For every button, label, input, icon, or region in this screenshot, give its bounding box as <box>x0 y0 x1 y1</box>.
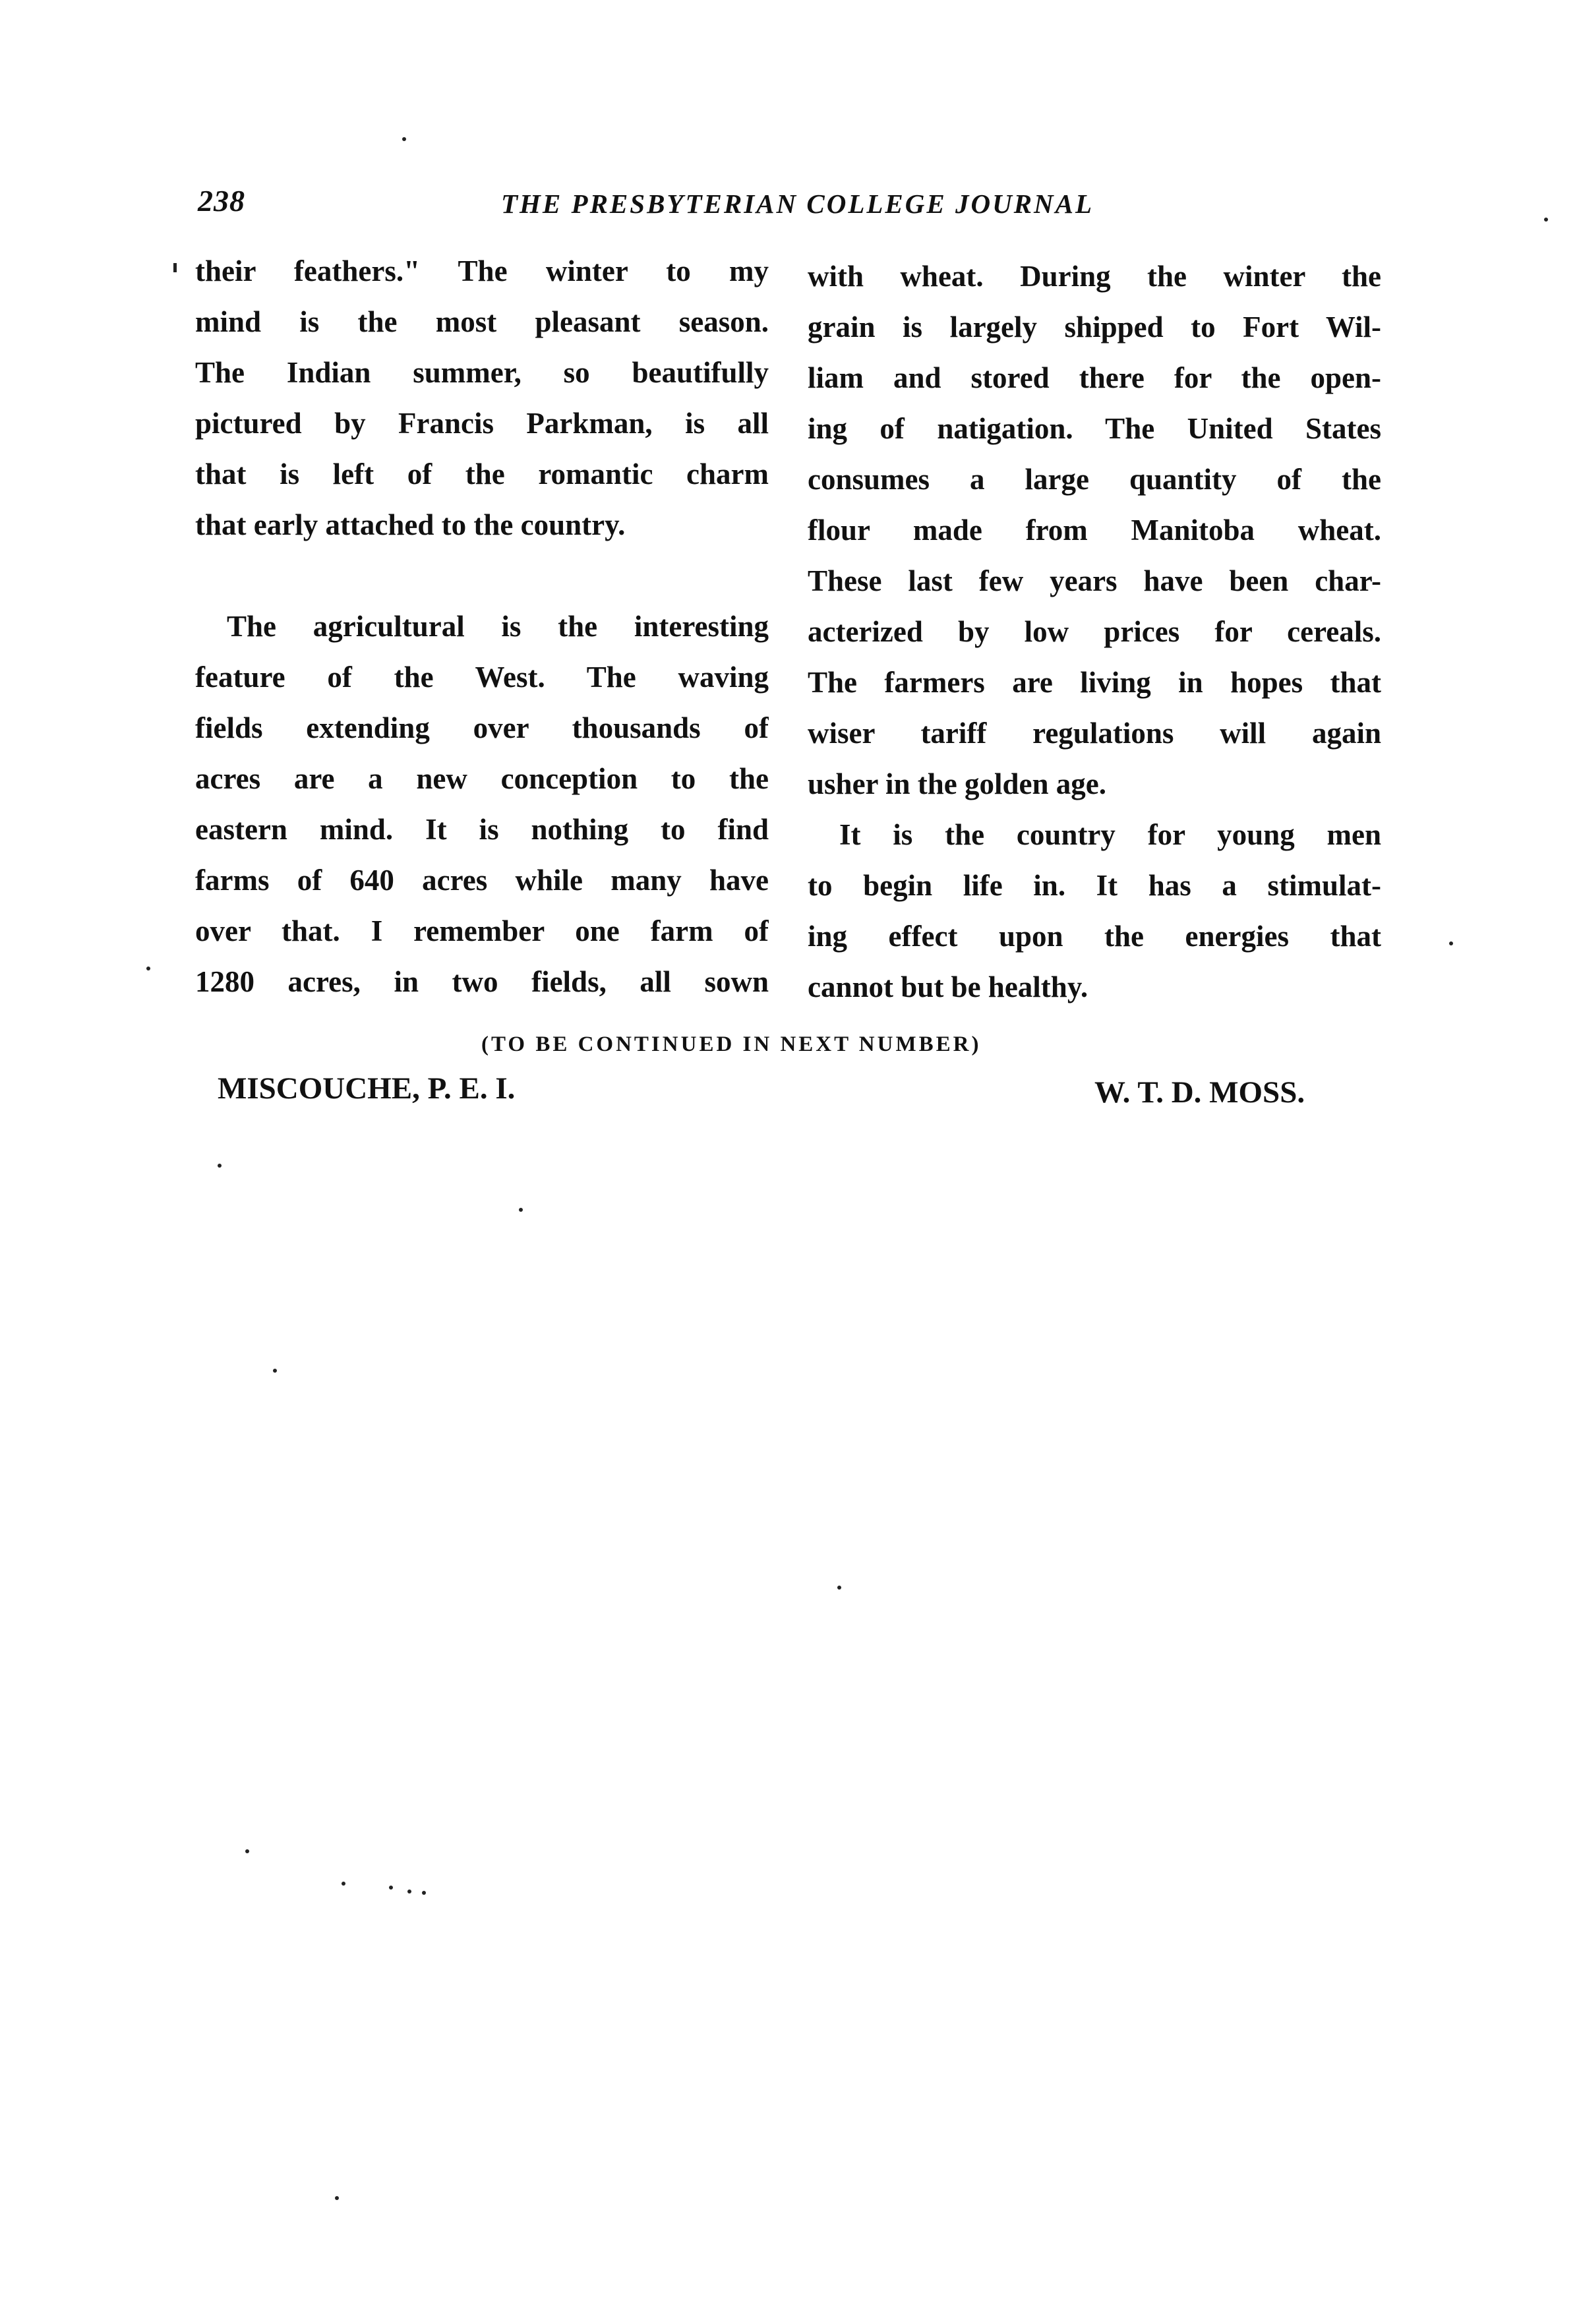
text-line: mind is the most pleasant season. <box>195 305 769 338</box>
text-line: with wheat. During the winter the <box>808 260 1381 293</box>
left-column <box>195 246 769 1007</box>
text-line: pictured by Francis Parkman, is all <box>195 407 769 440</box>
text-line: It is the country for young men <box>839 818 1381 851</box>
scan-speck <box>389 1886 393 1890</box>
scan-speck <box>342 1882 345 1886</box>
scan-speck <box>146 967 150 970</box>
text-line: 1280 acres, in two fields, all sown <box>195 965 769 998</box>
text-line: wiser tariff regulations will again <box>808 717 1381 750</box>
scan-speck <box>837 1586 841 1590</box>
scan-speck <box>273 1369 277 1373</box>
author-signature: W. T. D. MOSS. <box>1094 1075 1305 1110</box>
text-line: acterized by low prices for cereals. <box>808 615 1381 648</box>
text-line: eastern mind. It is nothing to find <box>195 813 769 846</box>
paragraph-gap <box>195 551 769 601</box>
text-line: farms of 640 acres while many have <box>195 864 769 897</box>
text-line: The farmers are living in hopes that <box>808 666 1381 699</box>
text-line: These last few years have been char- <box>808 564 1381 597</box>
scan-speck <box>402 137 406 141</box>
scan-speck <box>245 1849 249 1853</box>
margin-mark <box>173 263 177 272</box>
text-line: grain is largely shipped to Fort Wil- <box>808 311 1381 343</box>
text-line: liam and stored there for the open- <box>808 361 1381 394</box>
text-line: acres are a new conception to the <box>195 762 769 795</box>
text-line: fields extending over thousands of <box>195 711 769 744</box>
continuation-notice: (TO BE CONTINUED IN NEXT NUMBER) <box>481 1032 982 1056</box>
scan-speck <box>407 1890 411 1893</box>
text-line: ing of natigation. The United States <box>808 412 1381 445</box>
text-line: flour made from Manitoba wheat. <box>808 514 1381 547</box>
right-column <box>808 251 1381 1013</box>
text-line: feature of the West. The waving <box>195 661 769 694</box>
text-line: that is left of the romantic charm <box>195 458 769 491</box>
scan-speck <box>1544 218 1548 222</box>
text-line: ing effect upon the energies that <box>808 920 1381 953</box>
text-line: consumes a large quantity of the <box>808 463 1381 496</box>
running-head: THE PRESBYTERIAN COLLEGE JOURNAL <box>501 189 1094 219</box>
page-number: 238 <box>198 184 245 218</box>
text-line: The agricultural is the interesting <box>227 610 769 643</box>
text-line: cannot but be healthy. <box>808 970 1088 1003</box>
text-line: that early attached to the country. <box>195 508 626 541</box>
text-line: to begin life in. It has a stimulat- <box>808 869 1381 902</box>
text-line: The Indian summer, so beautifully <box>195 356 769 389</box>
scan-speck <box>422 1891 426 1895</box>
scan-speck <box>218 1164 222 1168</box>
scan-speck <box>519 1208 523 1212</box>
text-line: usher in the golden age. <box>808 767 1106 800</box>
text-line: over that. I remember one farm of <box>195 914 769 947</box>
scan-speck <box>1449 941 1453 945</box>
scan-speck <box>335 2196 339 2200</box>
text-line: their feathers." The winter to my <box>195 254 769 287</box>
place-signature: MISCOUCHE, P. E. I. <box>218 1071 516 1106</box>
